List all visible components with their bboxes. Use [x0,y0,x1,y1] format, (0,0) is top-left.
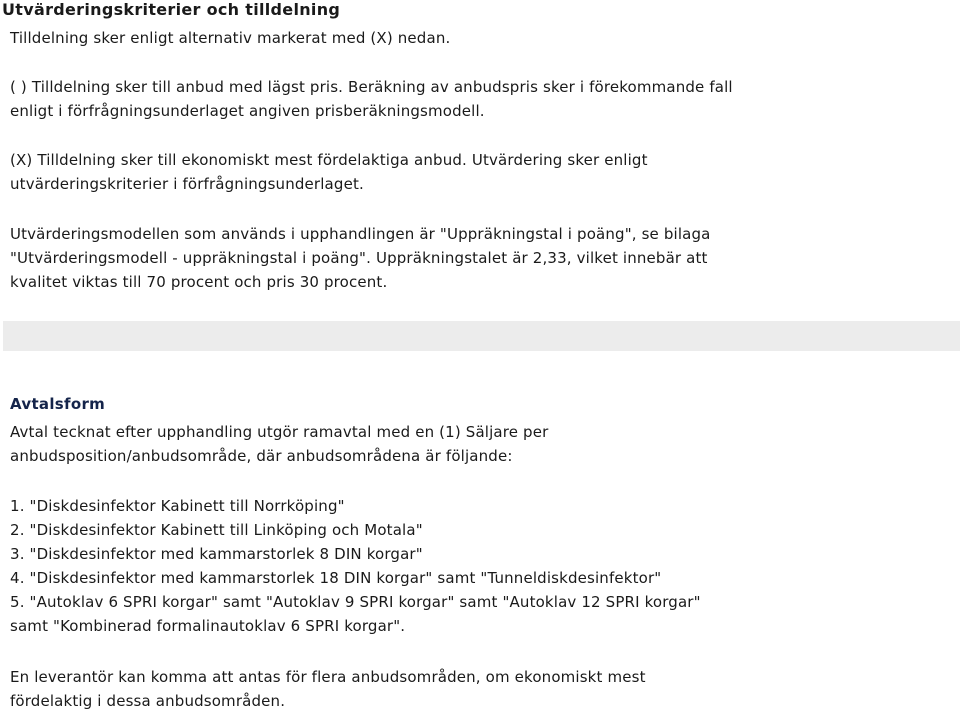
section-heading-contract-form: Avtalsform [10,395,106,413]
intro-line: Tilldelning sker enligt alternativ markerat med (X) nedan. [10,29,451,47]
model-description-line-1: Utvärderingsmodellen som används i upphandlingen är "Uppräkningstal i poäng", se bilaga [10,225,711,243]
option-lowest-price [10,75,733,123]
option-most-economic [10,148,648,196]
section-divider [3,321,960,351]
list-item: samt "Kombinerad formalinautoklav 6 SPRI korgar". [10,617,406,635]
model-description-line-2: "Utvärderingsmodell - uppräkningstal i poäng". Uppräkningstalet är 2,33, vilket innebär att [10,249,708,267]
option-most-economic-line-1: (X) Tilldelning sker till ekonomiskt mest fördelaktiga anbud. Utvärdering sker enligt [10,151,648,169]
section-heading-evaluation: Utvärderingskriterier och tilldelning [2,0,341,19]
option-lowest-price-line-2: enligt i förfrågningsunderlaget angiven prisberäkningsmodell. [10,102,485,120]
intro-paragraph [10,26,450,50]
contract-intro-line-1: Avtal tecknat efter upphandling utgör ramavtal med en (1) Säljare per [10,423,549,441]
option-lowest-price-line-1: ( ) Tilldelning sker till anbud med lägst pris. Beräkning av anbudspris sker i förekommande fall [10,78,733,96]
contract-intro-line-2: anbudsposition/anbudsområde, där anbudsområdena är följande: [10,447,513,465]
closing-paragraph [10,665,646,713]
closing-line-2: fördelaktig i dessa anbudsområden. [10,692,286,710]
tender-areas-list [10,494,701,638]
list-item: 4. "Diskdesinfektor med kammarstorlek 18 DIN korgar" samt "Tunneldiskdesinfektor" [10,569,662,587]
option-most-economic-line-2: utvärderingskriterier i förfrågningsunderlaget. [10,175,364,193]
list-item: 2. "Diskdesinfektor Kabinett till Linköping och Motala" [10,521,423,539]
model-description-line-3: kvalitet viktas till 70 procent och pris 30 procent. [10,273,388,291]
list-item: 3. "Diskdesinfektor med kammarstorlek 8 DIN korgar" [10,545,423,563]
model-description [10,222,711,294]
contract-intro [10,420,548,468]
closing-line-1: En leverantör kan komma att antas för flera anbudsområden, om ekonomiskt mest [10,668,646,686]
list-item: 5. "Autoklav 6 SPRI korgar" samt "Autoklav 9 SPRI korgar" samt "Autoklav 12 SPRI korgar" [10,593,701,611]
list-item: 1. "Diskdesinfektor Kabinett till Norrköping" [10,497,345,515]
